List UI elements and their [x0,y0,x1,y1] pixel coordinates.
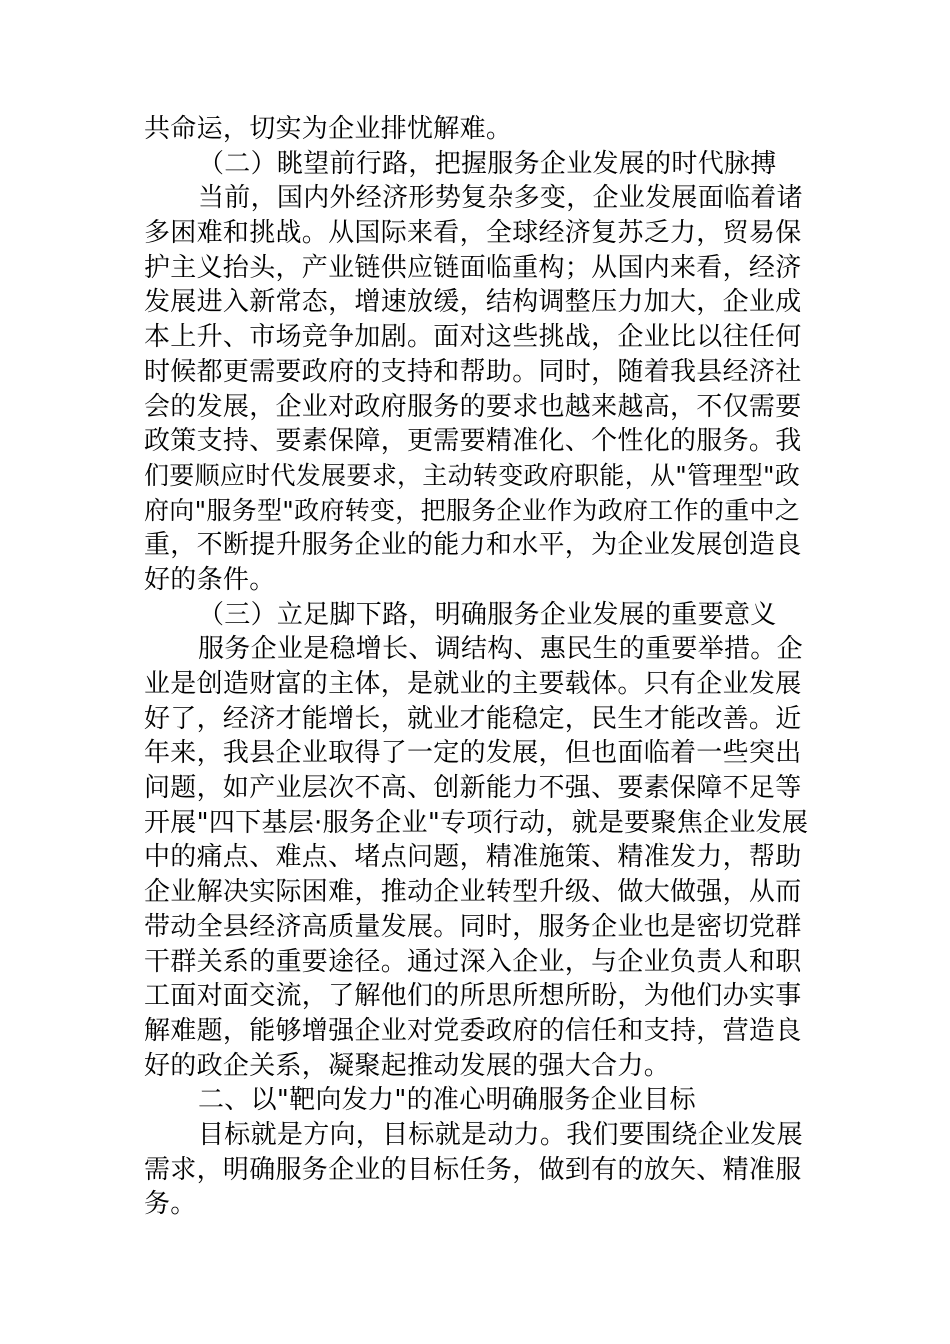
paragraph-start-line: 服务企业是稳增长、调结构、惠民生的重要举措。企 [198,634,803,665]
body-line: 护主义抬头，产业链供应链面临重构；从国内来看，经济 [144,252,802,283]
document-body [144,112,808,1222]
body-line: 们要顺应时代发展要求，主动转变政府职能，从"管理型"政 [144,460,801,490]
body-line: 企业解决实际困难，推动企业转型升级、做大做强，从而 [144,877,802,908]
body-line: 问题，如产业层次不高、创新能力不强、要素保障不足等 [144,773,802,804]
body-line: 业是创造财富的主体，是就业的主要载体。只有企业发展 [144,669,802,699]
body-line: 重，不断提升服务企业的能力和水平，为企业发展创造良 [144,530,802,561]
section-heading-2: （二）眺望前行路，把握服务企业发展的时代脉搏 [198,148,777,179]
body-line: 开展"四下基层·服务企业"专项行动，就是要聚焦企业发展 [144,807,809,838]
paragraph-start-line: 当前，国内外经济形势复杂多变，企业发展面临着诸 [198,183,803,214]
body-line: 时候都更需要政府的支持和帮助。同时，随着我县经济社 [144,356,802,387]
body-line: 政策支持、要素保障，更需要精准化、个性化的服务。我 [144,426,802,457]
body-line: 本上升、市场竞争加剧。面对这些挑战，企业比以往任何 [144,322,802,353]
body-line: 带动全县经济高质量发展。同时，服务企业也是密切党群 [144,911,802,942]
body-line: 好的条件。 [144,564,276,595]
chapter-heading-2: 二、以"靶向发力"的准心明确服务企业目标 [198,1085,696,1116]
body-line: 解难题，能够增强企业对党委政府的信任和支持，营造良 [144,1015,802,1046]
body-line: 共命运，切实为企业排忧解难。 [144,114,513,144]
paragraph-start-line: 目标就是方向，目标就是动力。我们要围绕企业发展 [198,1119,803,1150]
body-line: 需求，明确服务企业的目标任务，做到有的放矢、精准服 [144,1154,802,1185]
body-line: 府向"服务型"政府转变，把服务企业作为政府工作的重中之 [144,495,801,525]
body-line: 好了，经济才能增长，就业才能稳定，民生才能改善。近 [144,703,802,734]
body-line: 好的政企关系，凝聚起推动发展的强大合力。 [144,1050,671,1081]
body-line: 中的痛点、难点、堵点问题，精准施策、精准发力，帮助 [144,842,802,873]
body-line: 干群关系的重要途径。通过深入企业，与企业负责人和职 [144,946,802,977]
body-line: 会的发展，企业对政府服务的要求也越来越高，不仅需要 [144,391,802,422]
section-heading-3: （三）立足脚下路，明确服务企业发展的重要意义 [198,599,777,630]
body-line: 发展进入新常态，增速放缓，结构调整压力加大，企业成 [144,287,802,318]
body-line: 务。 [144,1189,197,1220]
body-line: 年来，我县企业取得了一定的发展，但也面临着一些突出 [144,738,802,769]
body-line: 工面对面交流，了解他们的所思所想所盼，为他们办实事 [144,981,802,1012]
body-line: 多困难和挑战。从国际来看，全球经济复苏乏力，贸易保 [144,218,802,249]
